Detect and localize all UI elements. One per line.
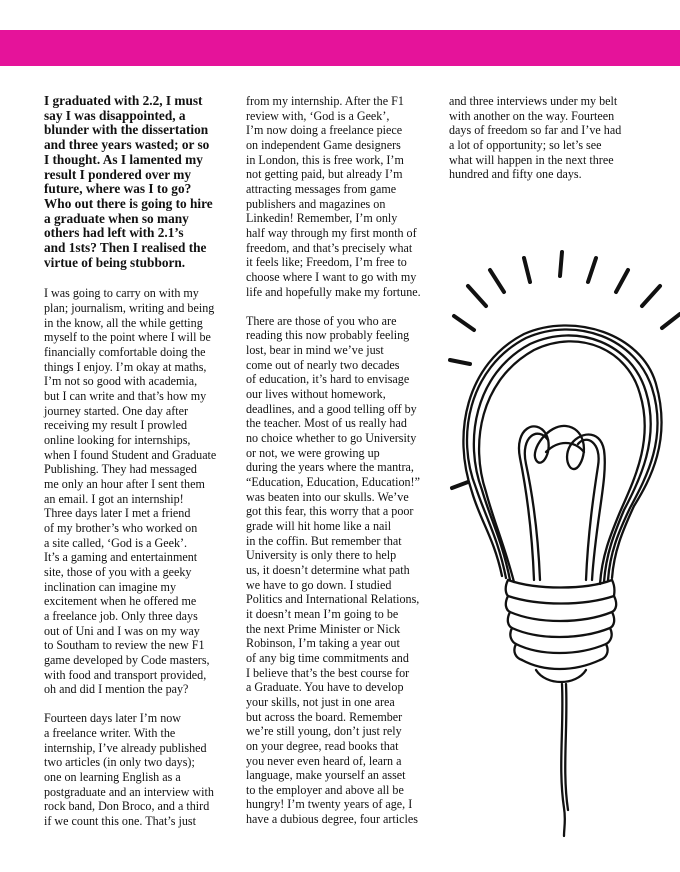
column-2 (246, 94, 442, 827)
col1-line: It’s a gaming and entertainment (44, 550, 198, 565)
col3-line: hundred and fifty one days. (449, 167, 582, 182)
col2-line: review with, ‘God is a Geek’, (246, 108, 390, 123)
col2-line: deadlines, and a good telling off by (246, 401, 417, 416)
col3-line: with another on the way. Fourteen (449, 108, 615, 123)
lead-line: say I was disappointed, a (44, 107, 186, 123)
col2-line: half way through my first month of (246, 225, 417, 240)
col2-line: us, it doesn’t determine what path (246, 562, 410, 577)
lightbulb-icon (446, 188, 680, 838)
col1-line: online looking for internships, (44, 433, 191, 447)
col1-line: receiving my result I prowled (44, 418, 188, 433)
col1-line: Publishing. They had messaged (44, 462, 197, 477)
col2-line: to the employer and above all be (246, 782, 404, 797)
col2-line: in London, this is free work, I’m (246, 152, 404, 167)
col1-line: things I enjoy. I’m okay at maths, (44, 359, 207, 374)
col1-line: a site called, ‘God is a Geek’. (44, 535, 188, 550)
body-text-col2 (246, 94, 442, 827)
col1-line: postgraduate and an interview with (44, 784, 214, 799)
col1-line: with food and transport provided, (44, 667, 207, 682)
column-1 (44, 94, 240, 829)
col1-line: an email. I got an internship! (44, 491, 184, 506)
col1-line: of my brother’s who worked on (44, 520, 198, 535)
col2-line: got this fear, this worry that a poor (246, 504, 414, 519)
col2-line: no choice whether to go University (246, 431, 417, 446)
col2-line: the teacher. Most of us really had (246, 416, 407, 431)
col2-line: of education, it’s hard to envisage (246, 372, 410, 387)
col1-line: out of Uni and I was on my way (44, 623, 200, 638)
col2-line: it doesn’t mean I’m going to be (246, 606, 399, 621)
col1-line: internship, I’ve already published (44, 740, 207, 755)
col2-line: we have to go down. I studied (246, 577, 392, 592)
col2-line: publishers and magazines on (246, 196, 386, 211)
col2-line: our lives without homework, (246, 387, 386, 402)
col1-line (44, 697, 240, 712)
col3-line: what will happen in the next three (449, 152, 614, 167)
lead-line: and 1sts? Then I realised the (44, 240, 207, 256)
col1-line: to Southam to review the new F1 (44, 638, 205, 653)
col1-line: Fourteen days later I’m now (44, 711, 182, 726)
col1-line: rock band, Don Broco, and a third (44, 799, 210, 814)
col2-line: University is only there to help (246, 548, 397, 563)
col3-line: a lot of opportunity; so let’s see (449, 137, 602, 152)
col2-line: in the coffin. But remember that (246, 533, 402, 548)
col2-line: was beaten into our skulls. We’ve (246, 489, 409, 504)
col1-line: when I found Student and Graduate (44, 447, 217, 462)
col1-line: excitement when he offered me (44, 594, 197, 609)
col1-line: financially comfortable doing the (44, 345, 206, 360)
col2-line: Linkedin! Remember, I’m only (246, 211, 398, 226)
col2-line: but across the board. Remember (246, 709, 403, 724)
lead-line: and three years wasted; or so (44, 137, 210, 153)
col2-line: during the years where the mantra, (246, 460, 414, 475)
col2-line: attracting messages from game (246, 181, 397, 196)
lead-line: I graduated with 2.2, I must (44, 93, 203, 108)
col1-line: Three days later I met a friend (44, 506, 191, 521)
col2-line: language, make yourself an asset (246, 768, 406, 783)
col3-line: and three interviews under my belt (449, 94, 618, 108)
lead-line: blunder with the dissertation (44, 122, 209, 138)
col1-line: I was going to carry on with my (44, 286, 199, 301)
col1-line: me only an hour after I sent them (44, 476, 205, 491)
col2-line: hungry! I’m twenty years of age, I (246, 797, 413, 812)
col1-line: journey started. One day after (44, 403, 189, 418)
col2-line: Politics and International Relations, (246, 592, 420, 607)
col2-line: your skills, not just in one area (246, 694, 395, 709)
col2-line: on your degree, read books that (246, 738, 399, 753)
col1-line: myself to the point where I will be (44, 330, 211, 345)
col1-line: plan; journalism, writing and being (44, 301, 215, 316)
lead-line: future, where was I to go? (44, 181, 192, 197)
lead-paragraph (44, 94, 240, 270)
col2-line: on independent Game designers (246, 137, 401, 152)
col2-line: freedom, and that’s precisely what (246, 240, 413, 255)
col2-line: There are those of you who are (246, 313, 397, 328)
col1-line: a freelance job. Only three days (44, 608, 198, 623)
col2-line: of any big time commitments and (246, 650, 409, 665)
col2-line: a Graduate. You have to develop (246, 680, 404, 695)
lead-line: virtue of being stubborn. (44, 254, 186, 270)
col2-line: “Education, Education, Education!” (246, 475, 420, 490)
col2-line: life and hopefully make my fortune. (246, 284, 421, 299)
lead-line: I thought. As I lamented my (44, 151, 203, 167)
col1-line: if we count this one. That’s just (44, 814, 196, 829)
col2-line: not getting paid, but already I’m (246, 167, 403, 182)
body-text-col3 (449, 94, 645, 182)
col2-line: come out of nearly two decades (246, 357, 400, 372)
col2-line: you never even heard of, learn a (246, 753, 402, 768)
col2-line: Robinson, I’m taking a year out (246, 636, 400, 651)
col2-line: grade will hit home like a nail (246, 519, 392, 534)
col1-line: inclination can imagine my (44, 579, 176, 594)
col1-line: one on learning English as a (44, 770, 181, 785)
col2-line (246, 299, 442, 314)
col1-line: in the know, all the while getting (44, 315, 203, 330)
col1-line: I’m not so good with academia, (44, 374, 198, 389)
col1-line: two articles (in only two days); (44, 755, 195, 770)
header-band (0, 30, 680, 66)
col2-line: the next Prime Minister or Nick (246, 621, 401, 636)
col2-line: it feels like; Freedom, I’m free to (246, 255, 407, 270)
col2-line: lost, bear in mind we’ve just (246, 343, 384, 358)
lead-line: others had left with 2.1’s (44, 225, 184, 241)
col2-line: I believe that’s the best course for (246, 665, 410, 680)
lead-line: Who out there is going to hire (44, 195, 213, 211)
col2-line: reading this now probably feeling (246, 328, 410, 343)
col1-line: but I can write and that’s how my (44, 389, 207, 404)
col2-line: choose where I want to go with my (246, 269, 417, 284)
col1-line: oh and did I mention the pay? (44, 682, 189, 697)
col1-line: a freelance writer. With the (44, 726, 176, 741)
col2-line: we’re still young, don’t just rely (246, 724, 402, 739)
col2-line: I’m now doing a freelance piece (246, 123, 403, 138)
body-text-col1 (44, 286, 240, 828)
col1-line: site, those of you with a geeky (44, 564, 192, 579)
col2-line: or not, we were growing up (246, 445, 380, 460)
col2-line: from my internship. After the F1 (246, 94, 404, 108)
col2-line: have a dubious degree, four articles (246, 812, 418, 827)
col3-line: days of freedom so far and I’ve had (449, 123, 622, 138)
lead-line: a graduate when so many (44, 210, 189, 226)
column-3 (449, 94, 645, 182)
lead-line: result I pondered over my (44, 166, 192, 182)
col1-line: game developed by Code masters, (44, 652, 210, 667)
